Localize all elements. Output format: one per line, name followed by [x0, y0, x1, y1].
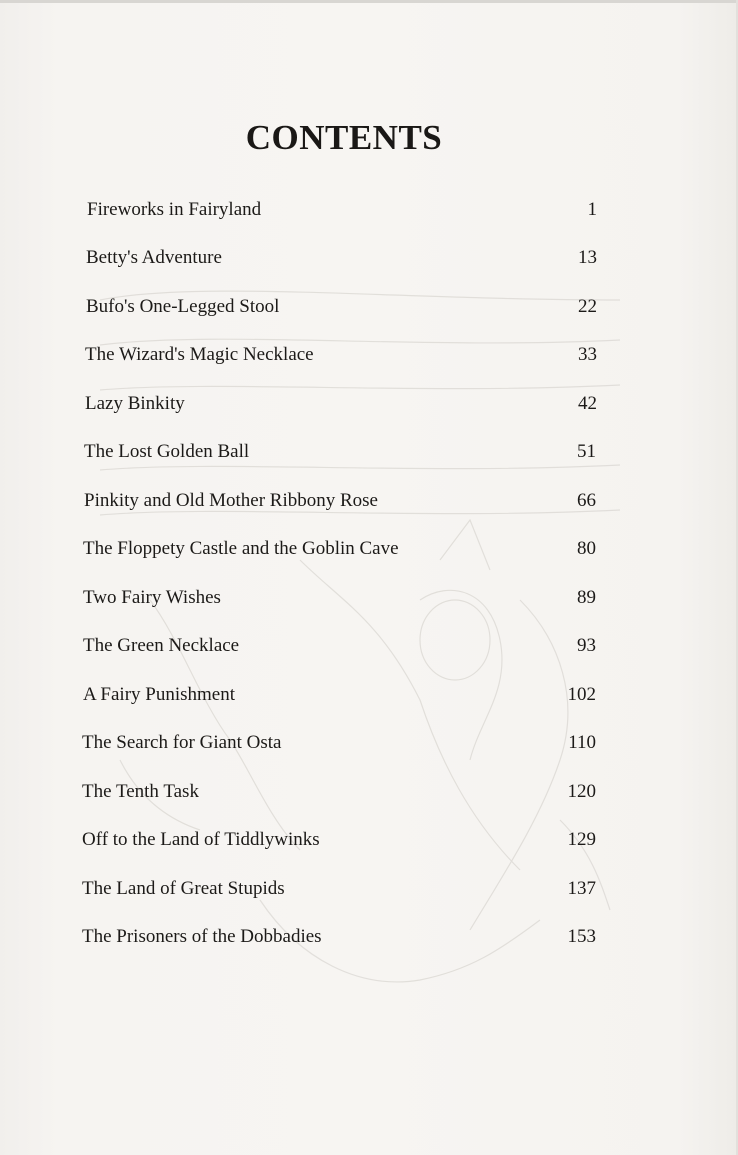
toc-entry-title: Two Fairy Wishes [83, 587, 221, 608]
toc-entry-title: Off to the Land of Tiddlywinks [82, 829, 320, 850]
toc-entry-title: Betty's Adventure [86, 247, 222, 268]
toc-entry-title: A Fairy Punishment [83, 684, 236, 705]
contents-heading: CONTENTS [245, 118, 443, 157]
toc-entry[interactable] [87, 195, 599, 225]
toc-entry[interactable] [82, 874, 596, 904]
toc-entry-page: 153 [567, 926, 596, 947]
toc-entry-page: 129 [567, 829, 596, 850]
toc-entry[interactable] [82, 728, 596, 758]
toc-entry[interactable] [83, 583, 596, 613]
toc-entry-title: Lazy Binkity [85, 393, 185, 414]
toc-entry-page: 13 [578, 247, 597, 268]
toc-entry-page: 22 [578, 296, 597, 317]
toc-entry-title: The Tenth Task [82, 781, 199, 802]
toc-entry[interactable] [86, 292, 598, 322]
toc-entry-title: The Land of Great Stupids [82, 878, 285, 899]
toc-entry-page: 110 [568, 732, 596, 753]
toc-entry-title: Fireworks in Fairyland [87, 199, 262, 220]
toc-entry[interactable] [84, 486, 596, 516]
toc-entry[interactable] [83, 631, 596, 661]
toc-entry[interactable] [83, 680, 596, 710]
toc-entry-page: 102 [567, 684, 596, 705]
toc-entry-page: 137 [567, 878, 596, 899]
toc-entry-title: Bufo's One-Legged Stool [86, 296, 280, 317]
toc-entry-page: 89 [577, 587, 596, 608]
toc-entry[interactable] [85, 340, 597, 370]
toc-entry[interactable] [83, 534, 596, 564]
toc-entry-title: Pinkity and Old Mother Ribbony Rose [84, 490, 378, 511]
toc-entry-page: 66 [577, 490, 596, 511]
toc-entry-page: 33 [578, 344, 597, 365]
toc-entry[interactable] [82, 825, 596, 855]
toc-entry[interactable] [86, 243, 598, 273]
toc-entry[interactable] [85, 389, 597, 419]
toc-entry-page: 42 [578, 393, 597, 414]
toc-entry-title: The Prisoners of the Dobbadies [82, 926, 322, 947]
toc-entry[interactable] [84, 437, 596, 467]
toc-entry-title: The Floppety Castle and the Goblin Cave [83, 538, 399, 559]
toc-entry-title: The Lost Golden Ball [84, 441, 250, 462]
toc-entry-page: 93 [577, 635, 596, 656]
toc-entry-page: 120 [567, 781, 596, 802]
toc-entry-title: The Wizard's Magic Necklace [85, 344, 314, 365]
toc-entry-page: 80 [577, 538, 596, 559]
toc-entry-title: The Green Necklace [83, 635, 240, 656]
toc-entry[interactable] [82, 922, 596, 952]
toc-entry[interactable] [82, 777, 596, 807]
toc-entry-title: The Search for Giant Osta [82, 732, 282, 753]
toc-entry-page: 51 [577, 441, 596, 462]
toc-entry-page: 1 [587, 199, 597, 220]
